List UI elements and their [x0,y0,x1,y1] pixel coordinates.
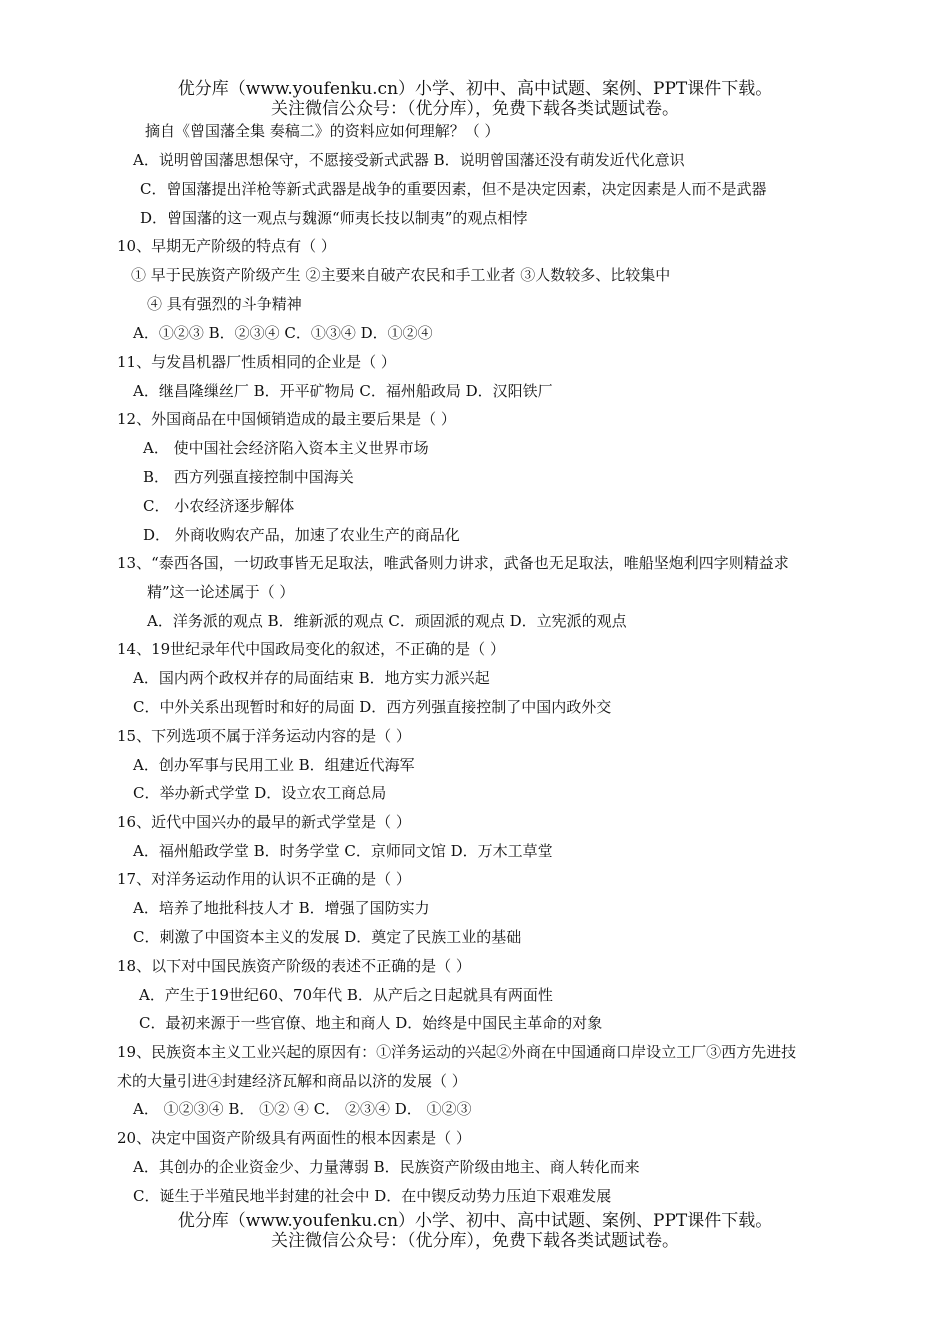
question-15-options-ab: A．创办军事与民用工业 B．组建近代海军 [133,756,415,774]
question-10-items-1: ① 早于民族资产阶级产生 ②主要来自破产农民和手工业者 ③人数较多、比较集中 [131,266,671,284]
question-9-stem: 摘自《曾国藩全集 奏稿二》的资料应如何理解？（ ） [145,122,500,140]
question-12-option-d: D． 外商收购农产品，加速了农业生产的商品化 [143,526,460,544]
question-10-options: A．①②③ B．②③④ C．①③④ D．①②④ [133,324,433,342]
question-14-options-cd: C．中外关系出现暂时和好的局面 D．西方列强直接控制了中国内政外交 [133,698,612,716]
question-9-option-d: D．曾国藩的这一观点与魏源“师夷长技以制夷”的观点相悖 [140,209,528,227]
footer-line-1: 优分库（www.youfenku.cn）小学、初中、高中试题、案例、PPT课件下载。 [177,1211,773,1231]
question-13-stem-1: 13、“泰西各国，一切政事皆无足取法，唯武备则力讲求，武备也无足取法，唯船坚炮利四字则精益求 [117,554,789,572]
header-line-2: 关注微信公众号：（优分库），免费下载各类试题试卷。 [271,99,679,119]
question-12-option-b: B． 西方列强直接控制中国海关 [143,468,354,486]
question-19-stem-2: 术的大量引进④封建经济瓦解和商品以济的发展（ ） [117,1072,467,1090]
question-12-option-c: C． 小农经济逐步解体 [143,497,295,515]
question-20-options-ab: A．其创办的企业资金少、力量薄弱 B．民族资产阶级由地主、商人转化而来 [133,1158,640,1176]
question-11-options: A．继昌隆缫丝厂 B．开平矿物局 C．福州船政局 D．汉阳铁厂 [133,382,553,400]
question-18-stem: 18、以下对中国民族资产阶级的表述不正确的是（ ） [117,957,471,975]
question-12-stem: 12、外国商品在中国倾销造成的最主要后果是（ ） [117,410,456,428]
question-20-stem: 20、决定中国资产阶级具有两面性的根本因素是（ ） [117,1129,471,1147]
question-14-options-ab: A．国内两个政权并存的局面结束 B．地方实力派兴起 [133,669,490,687]
question-15-stem: 15、下列选项不属于洋务运动内容的是（ ） [117,727,411,745]
question-13-options: A．洋务派的观点 B．维新派的观点 C．顽固派的观点 D．立宪派的观点 [147,612,627,630]
question-16-stem: 16、近代中国兴办的最早的新式学堂是（ ） [117,813,411,831]
question-13-stem-2: 精”这一论述属于（ ） [147,583,295,601]
question-10-stem: 10、早期无产阶级的特点有（ ） [117,237,336,255]
question-10-items-2: ④ 具有强烈的斗争精神 [147,295,302,313]
question-19-stem-1: 19、民族资本主义工业兴起的原因有：①洋务运动的兴起②外商在中国通商口岸设立工厂③西方先进技 [117,1043,797,1061]
question-20-options-cd: C．诞生于半殖民地半封建的社会中 D．在中锲反动势力压迫下艰难发展 [133,1187,612,1205]
question-19-options: A． ①②③④ B． ①② ④ C． ②③④ D． ①②③ [133,1100,472,1118]
question-11-stem: 11、与发昌机器厂性质相同的企业是（ ） [117,353,396,371]
question-9-options-ab: A．说明曾国藩思想保守，不愿接受新式武器 B．说明曾国藩还没有萌发近代化意识 [133,151,685,169]
header-line-1: 优分库（www.youfenku.cn）小学、初中、高中试题、案例、PPT课件下载。 [177,79,773,99]
question-16-options: A．福州船政学堂 B．时务学堂 C．京师同文馆 D．万木工草堂 [133,842,553,860]
footer-line-2: 关注微信公众号：（优分库），免费下载各类试题试卷。 [271,1231,679,1251]
question-12-option-a: A． 使中国社会经济陷入资本主义世界市场 [143,439,429,457]
question-9-option-c: C．曾国藩提出洋枪等新式武器是战争的重要因素，但不是决定因素，决定因素是人而不是武器 [140,180,767,198]
question-15-options-cd: C．举办新式学堂 D．设立农工商总局 [133,784,387,802]
question-17-options-ab: A．培养了地批科技人才 B．增强了国防实力 [133,899,430,917]
question-14-stem: 14、19世纪录年代中国政局变化的叙述，不正确的是（ ） [117,640,505,658]
question-18-options-cd: C．最初来源于一些官僚、地主和商人 D．始终是中国民主革命的对象 [139,1014,603,1032]
question-17-options-cd: C．刺激了中国资本主义的发展 D．奠定了民族工业的基础 [133,928,522,946]
question-17-stem: 17、对洋务运动作用的认识不正确的是（ ） [117,870,411,888]
question-18-options-ab: A．产生于19世纪60、70年代 B．从产后之日起就具有两面性 [139,986,553,1004]
